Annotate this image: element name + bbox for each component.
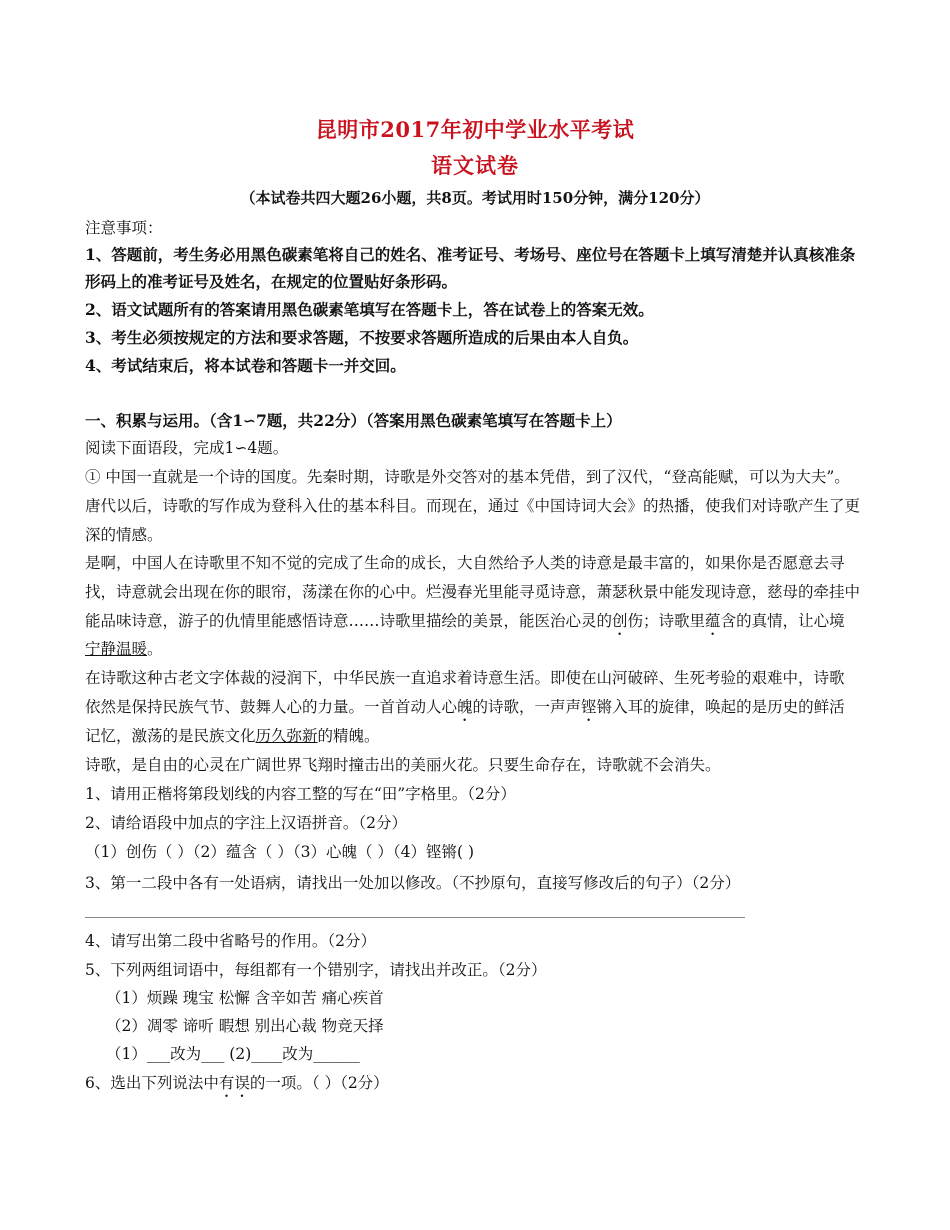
paragraph-2-line-1: 是啊，中国人在诗歌里不知不觉的完成了生命的成长，大自然给予人类的诗意是最丰富的，如果你是否愿意去寻	[85, 554, 845, 572]
reading-intro: 阅读下面语段，完成1∽4题。	[85, 439, 289, 457]
question-5-group-2: （2）凋零 谛听 暇想 别出心裁 物竞天择	[106, 1017, 384, 1035]
paragraph-3-line-3: 记忆，激荡的是民族文化历久弥新的精魄。	[85, 727, 380, 745]
note-1b: 形码上的准考证号及姓名，在规定的位置贴好条形码。	[85, 272, 458, 291]
dotted-word-youwu: 有误	[218, 1074, 250, 1092]
paragraph-1-line-2: 唐代以后，诗歌的写作成为登科入仕的基本科目。而现在，通过《中国诗词大会》的热播，使我们对诗歌产生了更	[85, 497, 861, 515]
paragraph-1-line-1: ① 中国一直就是一个诗的国度。先秦时期，诗歌是外交答对的基本凭借，到了汉代，“登高能赋，可以为大夫”。	[85, 468, 850, 486]
dotted-char-keng: 铿	[581, 698, 597, 716]
dotted-char-yun: 蕴	[705, 612, 721, 630]
paragraph-2-line-3: 能品味诗意，游子的仇情里能感悟诗意……诗歌里描绘的美景，能医治心灵的创伤；诗歌里蕴含的真情，让心境	[85, 612, 845, 630]
question-6: 6、选出下列说法中有误的一项。（ ）（2分）	[85, 1074, 389, 1092]
note-3: 3、考生必须按规定的方法和要求答题，不按要求答题所造成的后果由本人自负。	[85, 328, 639, 347]
paragraph-2-line-4: 宁静温暖。	[85, 640, 163, 658]
note-2: 2、语文试题所有的答案请用黑色碳素笔填写在答题卡上，答在试卷上的答案无效。	[85, 300, 654, 319]
underlined-idiom: 历久弥新	[255, 727, 318, 745]
dotted-char-chuang: 创	[612, 612, 628, 630]
paragraph-4: 诗歌，是自由的心灵在广阔世界飞翔时撞击出的美丽火花。只要生命存在，诗歌就不会消失。	[85, 756, 721, 774]
question-4: 4、请写出第二段中省略号的作用。（2分）	[85, 932, 376, 950]
note-1a: 1、答题前，考生务必用黑色碳素笔将自己的姓名、准考证号、考场号、座位号在答题卡上填写清楚并认真核准条	[85, 245, 856, 264]
notes-heading: 注意事项：	[85, 219, 163, 237]
question-5: 5、下列两组词语中，每组都有一个错别字，请找出并改正。（2分）	[85, 961, 547, 979]
question-1: 1、请用正楷将第段划线的内容工整的写在“田”字格里。（2分）	[85, 785, 516, 803]
question-2: 2、请给语段中加点的字注上汉语拼音。（2分）	[85, 814, 407, 832]
exam-title: 昆明市2017年初中学业水平考试	[315, 117, 635, 142]
question-3: 3、第一二段中各有一处语病，请找出一处加以修改。（不抄原句，直接写修改后的句子）（2分）	[85, 874, 741, 892]
question-5-answer-blanks: （1）___改为___ (2)____改为______	[106, 1045, 360, 1063]
paragraph-2-line-2: 找，诗意就会出现在你的眼帘，荡漾在你的心中。烂漫春光里能寻觅诗意，萧瑟秋景中能发现诗意，慈母的牵挂中	[85, 583, 861, 601]
answer-line	[85, 917, 745, 918]
section-1-heading: 一、积累与运用。（含1∽7题，共22分）（答案用黑色碳素笔填写在答题卡上）	[85, 411, 622, 430]
question-2-options: （1）创伤（ ）（2）蕴含（ ）（3）心魄（ ）（4）铿锵( )	[85, 843, 475, 861]
question-5-group-1: （1）烦躁 瑰宝 松懈 含辛如苦 痛心疾首	[106, 989, 384, 1007]
exam-subject: 语文试卷	[431, 153, 519, 178]
dotted-char-po: 魄	[457, 698, 473, 716]
paragraph-3-line-1: 在诗歌这种古老文字体裁的浸润下，中华民族一直追求着诗意生活。即使在山河破碎、生死考验的艰难中，诗歌	[85, 669, 845, 687]
underlined-phrase: 宁静温暖	[85, 640, 148, 658]
note-4: 4、考试结束后，将本试卷和答题卡一并交回。	[85, 356, 406, 375]
paragraph-3-line-2: 依然是保持民族气节、鼓舞人心的力量。一首首动人心魄的诗歌，一声声铿锵入耳的旋律，唤起的是历史的鲜活	[85, 698, 845, 716]
exam-info: （本试卷共四大题26小题，共8页。考试用时150分钟，满分120分）	[240, 189, 710, 207]
paragraph-1-line-3: 深的情感。	[85, 526, 163, 544]
